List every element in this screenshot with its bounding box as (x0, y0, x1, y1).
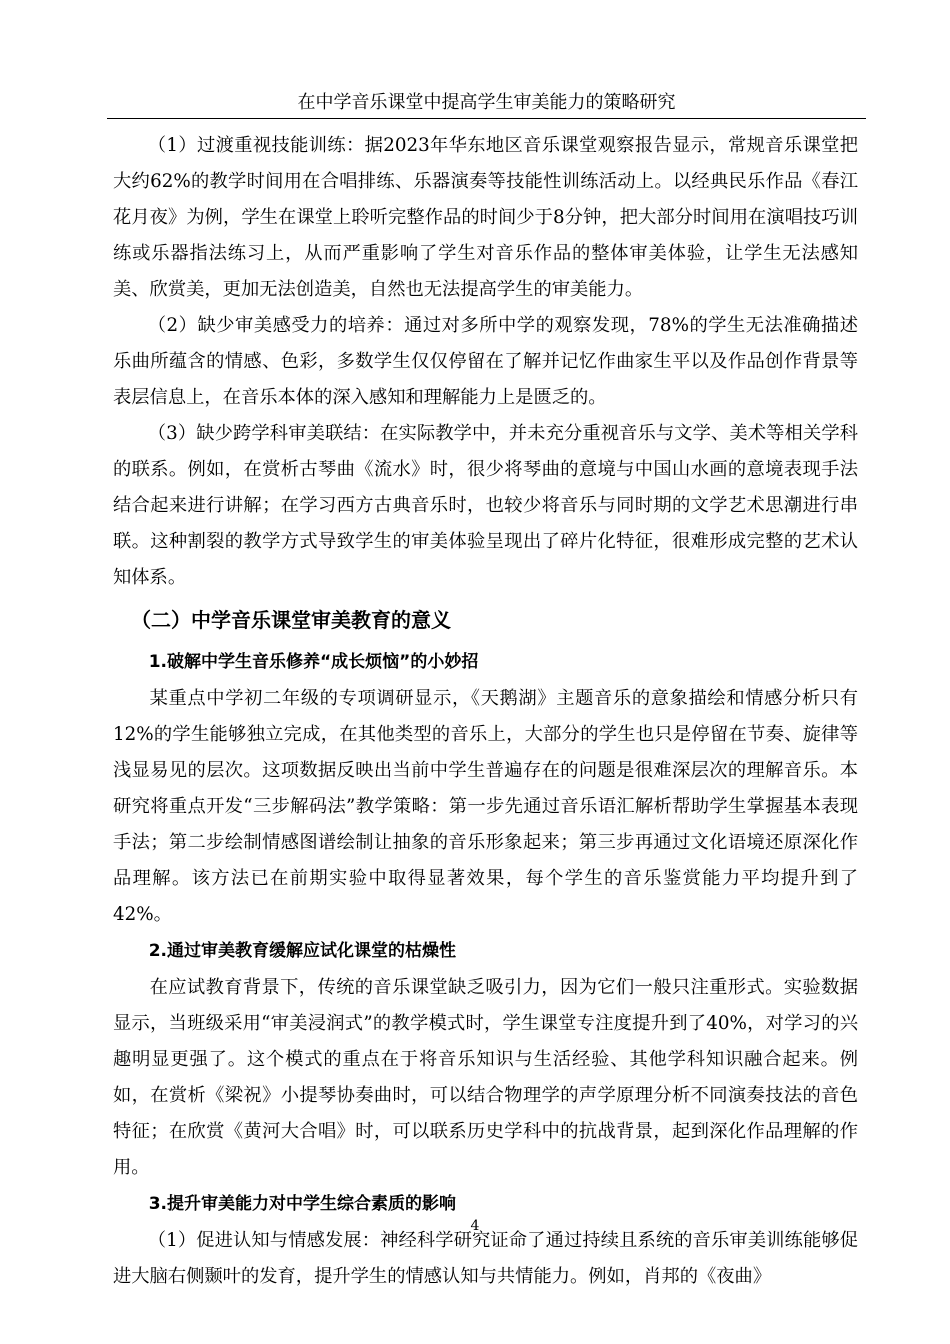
section-heading: （二）中学音乐课堂审美教育的意义 (131, 608, 451, 632)
subsection-heading-1: 1.破解中学生音乐修养“成长烦恼”的小妙招 (148, 652, 479, 672)
paragraph-swan-lake-survey: 某重点中学初二年级的专项调研显示，《天鹅湖》主题音乐的意象描绘和情感分析只有12%的学生能够独立完成，在其他类型的音乐上，大部分的学生也只是停留在节奏、旋律等浅显易见的层次。这项数据反映出当前中学生普遍存在的问题是很难深层次的理解音乐。本研究将重点开发“三步解码法”教学策略：第一步先通过音乐语汇解析帮助学生掌握基本表现手法；第二步绘制情感图谱绘制让抽象的音乐形象起来；第三步再通过文化语境还原深化作品理解。该方法已在前期实验中取得显著效果，每个学生的音乐鉴赏能力平均提升到了42%。 (113, 688, 858, 925)
paragraph-skill-training: （1）过渡重视技能训练：据2023年华东地区音乐课堂观察报告显示，常规音乐课堂把大约62%的教学时间用在合唱排练、乐器演奏等技能性训练活动上。以经典民乐作品《春江花月夜》为例，学生在课堂上聆听完整作品的时间少于8分钟，把大部分时间用在演唱技巧训练或乐器指法练习上，从而严重影响了学生对音乐作品的整体审美体验，让学生无法感知美、欣赏美，更加无法创造美，自然也无法提高学生的审美能力。 (113, 135, 858, 300)
page-body (113, 128, 858, 1295)
subsection-heading-2: 2.通过审美教育缓解应试化课堂的枯燥性 (148, 941, 456, 961)
page-number: 4 (470, 1218, 480, 1234)
paragraph-aesthetic-perception: （2）缺少审美感受力的培养：通过对多所中学的观察发现，78%的学生无法准确描述乐曲所蕴含的情感、色彩，多数学生仅仅停留在了解并记忆作曲家生平以及作品创作背景等表层信息上，在音乐本体的深入感知和理解能力上是匮乏的。 (113, 315, 858, 408)
running-header: 在中学音乐课堂中提高学生审美能力的策略研究 (297, 92, 676, 113)
paragraph-interdisciplinary: （3）缺少跨学科审美联结：在实际教学中，并未充分重视音乐与文学、美术等相关学科的联系。例如，在赏析古琴曲《流水》时，很少将琴曲的意境与中国山水画的意境表现手法结合起来进行讲解；在学习西方古典音乐时，也较少将音乐与同时期的文学艺术思潮进行串联。这种割裂的教学方式导致学生的审美体验呈现出了碎片化特征，很难形成完整的艺术认知体系。 (113, 423, 858, 588)
subsection-heading-3: 3.提升审美能力对中学生综合素质的影响 (148, 1194, 456, 1214)
header-divider (107, 118, 866, 119)
paragraph-cognition-emotion: （1）促进认知与情感发展：神经科学研究证命了通过持续且系统的音乐审美训练能够促进大脑右侧颞叶的发育，提升学生的情感认知与共情能力。例如，肖邦的《夜曲》 (113, 1230, 858, 1287)
paragraph-exam-oriented: 在应试教育背景下，传统的音乐课堂缺乏吸引力，因为它们一般只注重形式。实验数据显示，当班级采用“审美浸润式”的教学模式时，学生课堂专注度提升到了40%，对学习的兴趣明显更强了。这个模式的重点在于将音乐知识与生活经验、其他学科知识融合起来。例如，在赏析《梁祝》小提琴协奏曲时，可以结合物理学的声学原理分析不同演奏技法的音色特征；在欣赏《黄河大合唱》时，可以联系历史学科中的抗战背景，起到深化作品理解的作用。 (113, 977, 858, 1178)
